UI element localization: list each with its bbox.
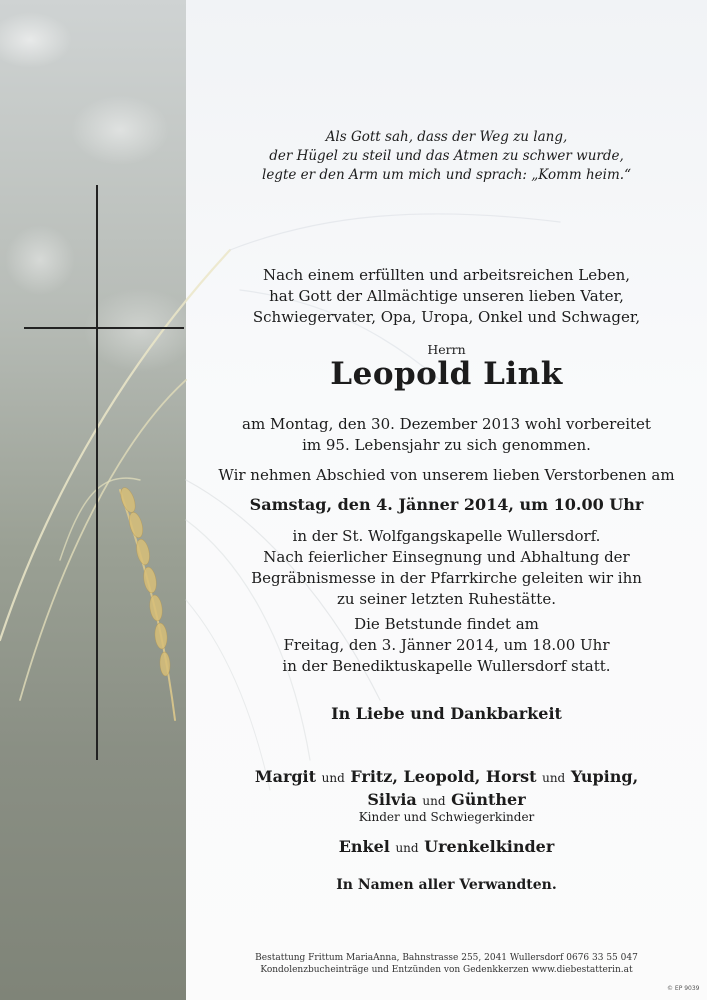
death-line: am Montag, den 30. Dezember 2013 wohl vorbereitet	[242, 415, 651, 433]
obituary-text	[186, 0, 707, 1000]
footer	[186, 952, 707, 976]
family-name: Fritz, Leopold, Horst	[350, 767, 537, 786]
ceremony-paragraph	[186, 526, 707, 610]
poem-line: legte er den Arm um mich und sprach: „Komm heim.“	[262, 167, 631, 183]
salutation: Herrn	[427, 342, 466, 357]
poem	[186, 128, 707, 185]
poem-line: Als Gott sah, dass der Weg zu lang,	[325, 129, 568, 145]
conjunction: und	[422, 794, 446, 808]
intro-line: Schwiegervater, Opa, Uropa, Onkel und Schwager,	[252, 308, 641, 326]
conjunction: und	[542, 771, 566, 785]
ceremony-line: Begräbnismesse in der Pfarrkirche geleiten wir ihn	[251, 569, 642, 587]
family-name: Silvia	[367, 790, 417, 809]
family-names	[186, 766, 707, 812]
conjunction: und	[395, 841, 419, 855]
family-relation-note: Kinder und Schwiegerkinder	[358, 810, 535, 824]
footer-line: Bestattung Frittum MariaAnna, Bahnstrasse 255, 2041 Wullersdorf 0676 33 55 047	[255, 953, 638, 963]
prayer-line: Freitag, den 3. Jänner 2014, um 18.00 Uhr	[283, 636, 610, 654]
family-line	[186, 766, 707, 789]
ceremony-line: Nach feierlicher Einsegnung und Abhaltung der	[263, 548, 630, 566]
prayer-line: Die Betstunde findet am	[354, 615, 539, 633]
family-line	[186, 789, 707, 812]
cross-horizontal-bar	[24, 327, 184, 329]
footer-line: Kondolenzbucheinträge und Entzünden von Gedenkkerzen www.diebestatterin.at	[260, 965, 633, 975]
death-line: im 95. Lebensjahr zu sich genommen.	[302, 436, 591, 454]
grandchildren-line	[186, 837, 707, 856]
prayer-service	[186, 614, 707, 677]
intro-line: hat Gott der Allmächtige unseren lieben Vater,	[269, 287, 624, 305]
cross-vertical-bar	[96, 185, 98, 760]
death-notice	[186, 414, 707, 456]
conjunction: und	[321, 771, 345, 785]
gratitude-heading: In Liebe und Dankbarkeit	[331, 704, 562, 723]
copyright-mark: © EP 9039	[667, 985, 700, 992]
funeral-datetime: Samstag, den 4. Jänner 2014, um 10.00 Uhr	[249, 495, 644, 514]
wheat-photo-strip	[0, 0, 186, 1000]
ceremony-line: zu seiner letzten Ruhestätte.	[337, 590, 556, 608]
intro-paragraph	[186, 265, 707, 328]
ceremony-line: in der St. Wolfgangskapelle Wullersdorf.	[292, 527, 601, 545]
intro-line: Nach einem erfüllten und arbeitsreichen Leben,	[262, 266, 631, 284]
grandchildren-label: Enkel	[338, 837, 390, 856]
farewell-line: Wir nehmen Abschied von unserem lieben Verstorbenen am	[218, 466, 675, 484]
great-grandchildren-label: Urenkelkinder	[424, 837, 555, 856]
family-name: Margit	[254, 767, 317, 786]
prayer-line: in der Benediktuskapelle Wullersdorf statt.	[282, 657, 611, 675]
family-name: Günther	[451, 790, 526, 809]
deceased-name: Leopold Link	[330, 356, 563, 392]
family-name: Yuping,	[570, 767, 639, 786]
relatives-line: In Namen aller Verwandten.	[336, 877, 557, 893]
poem-line: der Hügel zu steil und das Atmen zu schwer wurde,	[269, 148, 624, 164]
